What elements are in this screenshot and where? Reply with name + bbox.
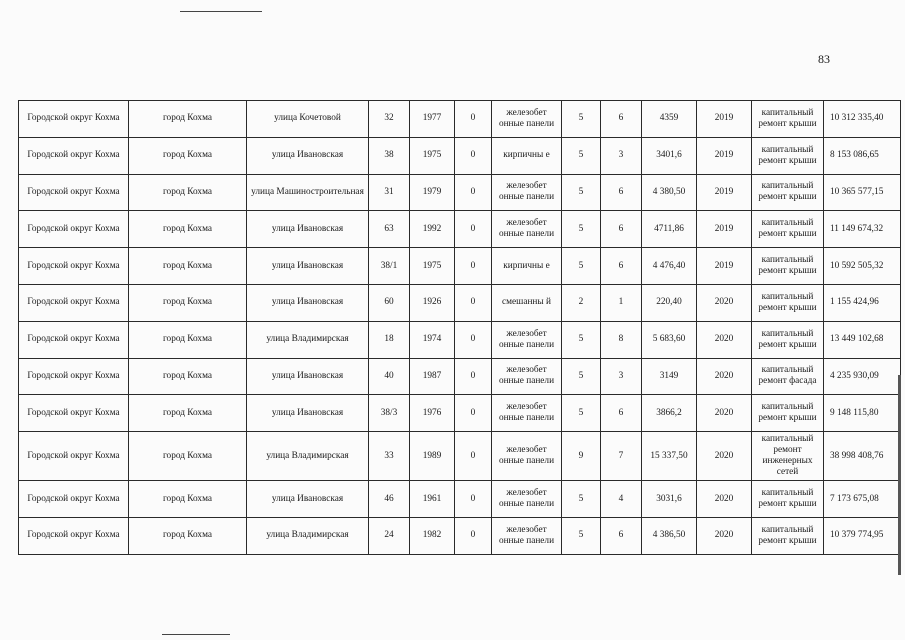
cell-cost: 8 153 086,65 — [824, 137, 901, 174]
cell-entrances: 6 — [601, 211, 642, 248]
cell-floors: 5 — [562, 248, 601, 285]
cell-build-year: 1987 — [410, 358, 455, 395]
cell-entrances: 6 — [601, 517, 642, 554]
cell-district: Городской округ Кохма — [19, 321, 129, 358]
cell-cost: 10 592 505,32 — [824, 248, 901, 285]
cell-street: улица Ивановская — [247, 211, 369, 248]
cell-work-type: капитальный ремонт крыши — [752, 321, 824, 358]
table-row — [19, 358, 901, 395]
cell-street: улица Машиностроительная — [247, 174, 369, 211]
cell-city: город Кохма — [129, 358, 247, 395]
cell-plan-year: 2020 — [697, 284, 752, 321]
cell-district: Городской округ Кохма — [19, 211, 129, 248]
cell-plan-year: 2019 — [697, 211, 752, 248]
cell-city: город Кохма — [129, 432, 247, 481]
cell-wall-material: кирпичны е — [492, 248, 562, 285]
cell-cost: 1 155 424,96 — [824, 284, 901, 321]
cell-cost: 10 312 335,40 — [824, 101, 901, 138]
cell-house-number: 32 — [369, 101, 410, 138]
cell-street: улица Кочетовой — [247, 101, 369, 138]
cell-zero: 0 — [455, 517, 492, 554]
cell-work-type: капитальный ремонт крыши — [752, 481, 824, 518]
cell-plan-year: 2020 — [697, 321, 752, 358]
cell-area: 4 386,50 — [642, 517, 697, 554]
cell-house-number: 33 — [369, 432, 410, 481]
cell-plan-year: 2020 — [697, 481, 752, 518]
cell-street: улица Ивановская — [247, 248, 369, 285]
cell-cost: 9 148 115,80 — [824, 395, 901, 432]
scan-edge-mark — [898, 375, 901, 575]
table-row — [19, 211, 901, 248]
cell-house-number: 18 — [369, 321, 410, 358]
cell-work-type: капитальный ремонт крыши — [752, 517, 824, 554]
cell-district: Городской округ Кохма — [19, 517, 129, 554]
cell-floors: 2 — [562, 284, 601, 321]
cell-floors: 5 — [562, 101, 601, 138]
cell-entrances: 6 — [601, 248, 642, 285]
cell-district: Городской округ Кохма — [19, 284, 129, 321]
cell-zero: 0 — [455, 321, 492, 358]
cell-wall-material: железобет онные панели — [492, 517, 562, 554]
cell-house-number: 40 — [369, 358, 410, 395]
cell-entrances: 1 — [601, 284, 642, 321]
cell-district: Городской округ Кохма — [19, 248, 129, 285]
cell-house-number: 46 — [369, 481, 410, 518]
cell-cost: 38 998 408,76 — [824, 432, 901, 481]
cell-area: 4 476,40 — [642, 248, 697, 285]
cell-zero: 0 — [455, 395, 492, 432]
cell-street: улица Ивановская — [247, 395, 369, 432]
cell-entrances: 6 — [601, 174, 642, 211]
cell-zero: 0 — [455, 174, 492, 211]
cell-street: улица Ивановская — [247, 137, 369, 174]
cell-build-year: 1992 — [410, 211, 455, 248]
cell-plan-year: 2020 — [697, 358, 752, 395]
scan-line-bottom — [162, 634, 230, 635]
cell-street: улица Владимирская — [247, 321, 369, 358]
page-number: 83 — [818, 52, 830, 66]
cell-build-year: 1926 — [410, 284, 455, 321]
cell-city: город Кохма — [129, 395, 247, 432]
cell-street: улица Ивановская — [247, 358, 369, 395]
cell-district: Городской округ Кохма — [19, 174, 129, 211]
cell-area: 3866,2 — [642, 395, 697, 432]
table-row — [19, 101, 901, 138]
cell-work-type: капитальный ремонт крыши — [752, 284, 824, 321]
cell-floors: 5 — [562, 211, 601, 248]
cell-city: город Кохма — [129, 517, 247, 554]
cell-plan-year: 2019 — [697, 137, 752, 174]
cell-plan-year: 2019 — [697, 248, 752, 285]
cell-cost: 4 235 930,09 — [824, 358, 901, 395]
cell-wall-material: железобет онные панели — [492, 481, 562, 518]
cell-house-number: 60 — [369, 284, 410, 321]
cell-floors: 5 — [562, 395, 601, 432]
cell-zero: 0 — [455, 248, 492, 285]
cell-city: город Кохма — [129, 321, 247, 358]
cell-district: Городской округ Кохма — [19, 432, 129, 481]
scan-line-top — [180, 11, 262, 12]
cell-house-number: 63 — [369, 211, 410, 248]
cell-area: 3149 — [642, 358, 697, 395]
cell-area: 4711,86 — [642, 211, 697, 248]
table-row — [19, 481, 901, 518]
cell-build-year: 1975 — [410, 137, 455, 174]
cell-zero: 0 — [455, 211, 492, 248]
cell-area: 220,40 — [642, 284, 697, 321]
cell-work-type: капитальный ремонт крыши — [752, 395, 824, 432]
cell-area: 3031,6 — [642, 481, 697, 518]
table-row — [19, 395, 901, 432]
cell-work-type: капитальный ремонт крыши — [752, 248, 824, 285]
cell-street: улица Ивановская — [247, 284, 369, 321]
cell-floors: 5 — [562, 321, 601, 358]
cell-wall-material: железобет онные панели — [492, 101, 562, 138]
table-viewport — [18, 100, 884, 555]
cell-zero: 0 — [455, 481, 492, 518]
cell-area: 4 380,50 — [642, 174, 697, 211]
cell-work-type: капитальный ремонт крыши — [752, 211, 824, 248]
cell-build-year: 1982 — [410, 517, 455, 554]
cell-cost: 13 449 102,68 — [824, 321, 901, 358]
cell-build-year: 1979 — [410, 174, 455, 211]
cell-street: улица Владимирская — [247, 517, 369, 554]
table-row — [19, 321, 901, 358]
cell-district: Городской округ Кохма — [19, 358, 129, 395]
cell-cost: 10 379 774,95 — [824, 517, 901, 554]
cell-city: город Кохма — [129, 174, 247, 211]
cell-build-year: 1974 — [410, 321, 455, 358]
cell-wall-material: железобет онные панели — [492, 321, 562, 358]
table-row — [19, 137, 901, 174]
cell-entrances: 6 — [601, 101, 642, 138]
cell-district: Городской округ Кохма — [19, 481, 129, 518]
cell-district: Городской округ Кохма — [19, 137, 129, 174]
cell-build-year: 1976 — [410, 395, 455, 432]
cell-house-number: 38 — [369, 137, 410, 174]
cell-city: город Кохма — [129, 248, 247, 285]
cell-entrances: 6 — [601, 395, 642, 432]
cell-plan-year: 2020 — [697, 395, 752, 432]
cell-floors: 5 — [562, 517, 601, 554]
cell-plan-year: 2019 — [697, 101, 752, 138]
cell-entrances: 3 — [601, 358, 642, 395]
cell-build-year: 1989 — [410, 432, 455, 481]
cell-wall-material: смешанны й — [492, 284, 562, 321]
cell-entrances: 8 — [601, 321, 642, 358]
cell-city: город Кохма — [129, 137, 247, 174]
cell-area: 4359 — [642, 101, 697, 138]
cell-entrances: 4 — [601, 481, 642, 518]
cell-build-year: 1975 — [410, 248, 455, 285]
cell-work-type: капитальный ремонт фасада — [752, 358, 824, 395]
cell-area: 3401,6 — [642, 137, 697, 174]
table-row — [19, 517, 901, 554]
table-body — [19, 101, 901, 555]
cell-plan-year: 2019 — [697, 174, 752, 211]
cell-area: 5 683,60 — [642, 321, 697, 358]
table-row — [19, 284, 901, 321]
cell-zero: 0 — [455, 284, 492, 321]
cell-city: город Кохма — [129, 481, 247, 518]
cell-work-type: капитальный ремонт крыши — [752, 137, 824, 174]
cell-city: город Кохма — [129, 101, 247, 138]
cell-zero: 0 — [455, 101, 492, 138]
cell-wall-material: железобет онные панели — [492, 211, 562, 248]
cell-wall-material: кирпичны е — [492, 137, 562, 174]
cell-work-type: капитальный ремонт инженерных сетей — [752, 432, 824, 481]
cell-street: улица Владимирская — [247, 432, 369, 481]
cell-cost: 7 173 675,08 — [824, 481, 901, 518]
cell-plan-year: 2020 — [697, 432, 752, 481]
cell-district: Городской округ Кохма — [19, 101, 129, 138]
cell-work-type: капитальный ремонт крыши — [752, 174, 824, 211]
cell-build-year: 1961 — [410, 481, 455, 518]
cell-plan-year: 2020 — [697, 517, 752, 554]
cell-zero: 0 — [455, 358, 492, 395]
cell-entrances: 7 — [601, 432, 642, 481]
cell-floors: 9 — [562, 432, 601, 481]
cell-floors: 5 — [562, 137, 601, 174]
cell-house-number: 38/3 — [369, 395, 410, 432]
cell-zero: 0 — [455, 137, 492, 174]
cell-work-type: капитальный ремонт крыши — [752, 101, 824, 138]
cell-cost: 10 365 577,15 — [824, 174, 901, 211]
cell-city: город Кохма — [129, 284, 247, 321]
cell-wall-material: железобет онные панели — [492, 395, 562, 432]
table-row — [19, 248, 901, 285]
table-row — [19, 174, 901, 211]
cell-house-number: 38/1 — [369, 248, 410, 285]
cell-wall-material: железобет онные панели — [492, 174, 562, 211]
cell-cost: 11 149 674,32 — [824, 211, 901, 248]
cell-entrances: 3 — [601, 137, 642, 174]
cell-area: 15 337,50 — [642, 432, 697, 481]
cell-floors: 5 — [562, 358, 601, 395]
cell-house-number: 24 — [369, 517, 410, 554]
table-row — [19, 432, 901, 481]
cell-city: город Кохма — [129, 211, 247, 248]
cell-wall-material: железобет онные панели — [492, 432, 562, 481]
housing-repair-table — [18, 100, 901, 555]
cell-wall-material: железобет онные панели — [492, 358, 562, 395]
cell-house-number: 31 — [369, 174, 410, 211]
cell-street: улица Ивановская — [247, 481, 369, 518]
cell-floors: 5 — [562, 174, 601, 211]
cell-build-year: 1977 — [410, 101, 455, 138]
cell-floors: 5 — [562, 481, 601, 518]
cell-zero: 0 — [455, 432, 492, 481]
cell-district: Городской округ Кохма — [19, 395, 129, 432]
